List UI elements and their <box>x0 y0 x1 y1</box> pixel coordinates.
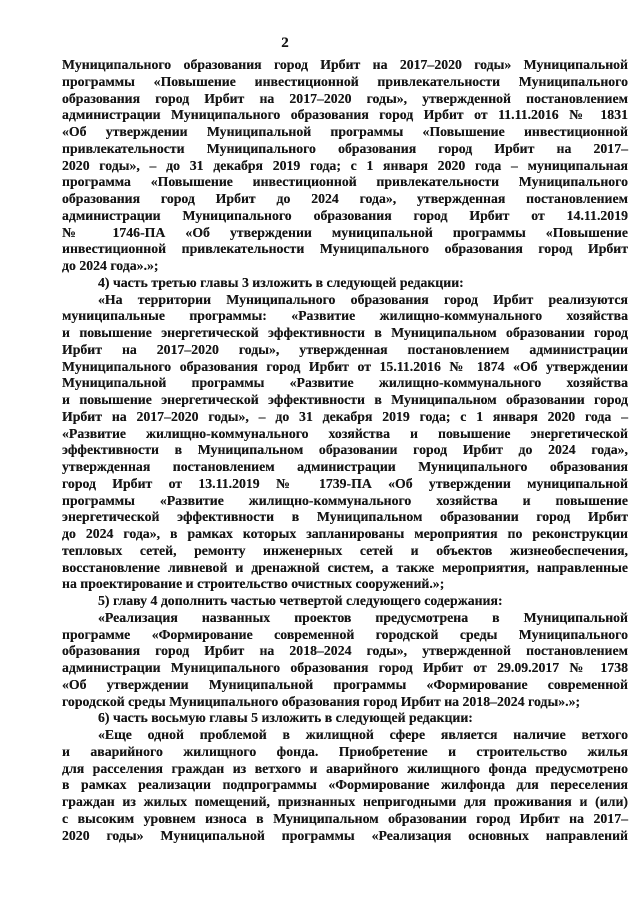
text-line: эффективности в Муниципальном образовании город Ирбит до 2024 года», <box>62 442 628 458</box>
text-line: программы «Повышение инвестиционной привлекательности Муниципального <box>62 73 628 89</box>
text-line: 6) часть восьмую главы 5 изложить в следующей редакции: <box>98 710 473 726</box>
text-line: город Ирбит от 13.11.2019 № 1739-ПА «Об утверждении муниципальной <box>62 475 628 491</box>
text-line: «Об утверждении Муниципальной программы «Формирование современной <box>62 676 628 692</box>
paragraph <box>62 593 628 610</box>
text-line: «Реализация названных проектов предусмотрена в Муниципальной <box>98 609 628 625</box>
text-line: Муниципального образования город Ирбит на 2017–2020 годы» Муниципальной <box>62 57 628 72</box>
text-line: программе «Формирование современной городской среды Муниципального <box>62 626 628 642</box>
text-line: инвестиционной привлекательности Муниципального образования город Ирбит <box>62 241 628 257</box>
text-line: 4) часть третью главы 3 изложить в следующей редакции: <box>98 274 464 290</box>
text-line: администрации Муниципального образования город Ирбит от 11.11.2016 № 1831 <box>62 107 628 123</box>
text-line: привлекательности Муниципального образования город Ирбит на 2017– <box>62 140 628 156</box>
text-line: 2020 годы» Муниципальной программы «Реализация основных направлений <box>62 827 628 843</box>
text-line: «Развитие жилищно-коммунального хозяйства и повышение энергетической <box>62 425 628 441</box>
text-line: Муниципальной программы «Развитие жилищно-коммунального хозяйства <box>62 375 628 391</box>
text-line: восстановление ливневой и дренажной систем, а также мероприятия, направленные <box>62 559 628 575</box>
text-line: администрации Муниципального образования город Ирбит от 29.09.2017 № 1738 <box>62 660 628 675</box>
text-line: на проектирование и строительство очистных сооружений.»; <box>62 576 445 592</box>
text-line: образования город Ирбит на 2018–2024 годы», утвержденной постановлением <box>62 643 628 659</box>
text-line: городской среды Муниципального образования город Ирбит на 2018–2024 годы».»; <box>62 693 581 709</box>
text-line: до 2024 года», в рамках которых запланированы мероприятия по реконструкции <box>62 526 628 541</box>
text-line: граждан из жилых помещений, признанных непригодными для проживания и (или) <box>62 794 628 809</box>
text-line: 2020 годы», – до 31 декабря 2019 года; с 1 января 2020 года – муниципальная <box>62 157 628 173</box>
paragraph <box>62 727 628 844</box>
text-line: администрации Муниципального образования город Ирбит от 14.11.2019 <box>62 207 628 223</box>
text-line: тепловых сетей, ремонту инженерных сетей и объектов жизнеобеспечения, <box>62 542 628 558</box>
text-line: с высоким уровнем износа в Муниципальном образовании город Ирбит на 2017– <box>62 810 628 826</box>
text-line: энергетической эффективности в Муниципальном образовании город Ирбит <box>62 509 628 525</box>
text-line: Ирбит на 2017–2020 годы», утвержденная постановлением администрации <box>62 341 628 357</box>
text-line: и повышение энергетической эффективности в Муниципальном образовании город <box>62 325 628 340</box>
text-line: «Об утверждении Муниципальной программы «Повышение инвестиционной <box>62 124 628 139</box>
paragraph <box>62 275 628 292</box>
text-line: муниципальные программы: «Развитие жилищно-коммунального хозяйства <box>62 308 628 324</box>
text-line: в рамках реализации подпрограммы «Формирование жилфонда для переселения <box>62 777 628 793</box>
document-body <box>62 57 628 844</box>
text-line: образования город Ирбит на 2017–2020 годы», утвержденной постановлением <box>62 90 628 106</box>
page-number: 2 <box>281 35 289 51</box>
text-line: и повышение энергетической эффективности в Муниципальном образовании город <box>62 392 628 407</box>
text-line: «На территории Муниципального образования город Ирбит реализуются <box>98 291 628 307</box>
text-line: утвержденная постановлением администрации Муниципального образования <box>62 459 628 474</box>
text-line: и аварийного жилищного фонда. Приобретение и строительство жилья <box>62 743 628 759</box>
paragraph <box>62 710 628 727</box>
text-line: для расселения граждан из ветхого и аварийного жилищного фонда предусмотрено <box>62 760 628 776</box>
text-line: № 1746-ПА «Об утверждении муниципальной программы «Повышение <box>62 224 628 240</box>
text-line: Ирбит на 2017–2020 годы», – до 31 декабря 2019 года; с 1 января 2020 года – <box>62 408 628 424</box>
text-line: до 2024 года».»; <box>62 258 159 273</box>
paragraph <box>62 57 628 275</box>
text-line: образования город Ирбит до 2024 года», утвержденная постановлением <box>62 191 628 206</box>
text-line: «Еще одной проблемой в жилищной сфере является наличие ветхого <box>98 727 628 742</box>
text-line: программа «Повышение инвестиционной привлекательности Муниципального <box>62 174 628 190</box>
text-line: Муниципального образования город Ирбит от 15.11.2016 № 1874 «Об утверждении <box>62 358 628 374</box>
paragraph <box>62 610 628 711</box>
paragraph <box>62 292 628 594</box>
text-line: программы «Развитие жилищно-коммунального хозяйства и повышение <box>62 492 628 508</box>
text-line: 5) главу 4 дополнить частью четвертой следующего содержания: <box>98 593 503 608</box>
